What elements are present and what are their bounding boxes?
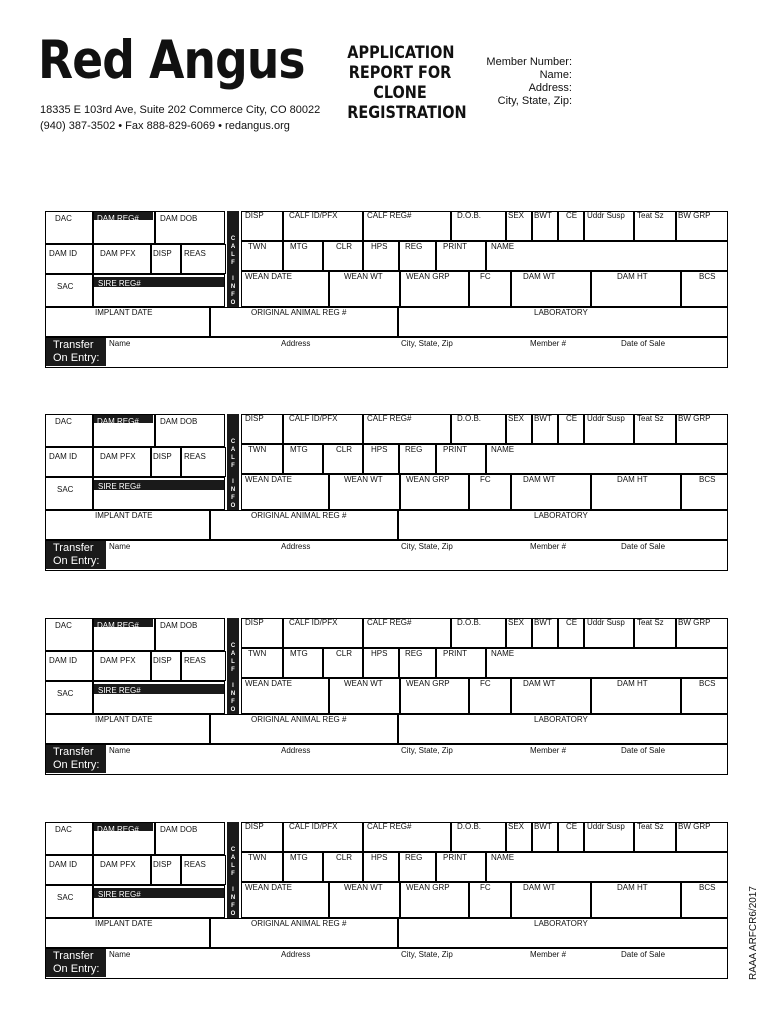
wean-date-label: WEAN DATE	[245, 475, 292, 484]
name-label: NAME	[491, 242, 515, 251]
member-address-label: Address:	[528, 82, 572, 94]
transfer-address-label: Address	[281, 950, 311, 959]
calf-disp-label: DISP	[245, 211, 264, 220]
bwgrp-label: BW GRP	[678, 414, 711, 423]
dam-id-label: DAM ID	[49, 860, 77, 869]
wean-grp-label: WEAN GRP	[406, 475, 450, 484]
dam-id-label: DAM ID	[49, 452, 77, 461]
calf-disp-label: DISP	[245, 618, 264, 627]
disp-label: DISP	[153, 656, 172, 665]
mtg-label: MTG	[290, 649, 308, 658]
dam-dob-label: DAM DOB	[160, 417, 198, 426]
mtg-label: MTG	[290, 445, 308, 454]
bwgrp-label: BW GRP	[678, 618, 711, 627]
print-label: PRINT	[443, 242, 467, 251]
dam-dob-label: DAM DOB	[160, 621, 198, 630]
ce-label: CE	[566, 822, 578, 831]
dob-label: D.O.B.	[457, 822, 482, 831]
ce-label: CE	[566, 414, 578, 423]
print-label: PRINT	[443, 649, 467, 658]
member-number-label: Member Number:	[486, 56, 572, 68]
form-code: RAAA ARFCR6/2017	[748, 886, 759, 980]
reg-label: REG	[405, 853, 423, 862]
teat-label: Teat Sz	[637, 414, 664, 423]
transfer-date-label: Date of Sale	[621, 339, 666, 348]
transfer-date-label: Date of Sale	[621, 542, 666, 551]
bcs-label: BCS	[699, 475, 716, 484]
name-label: NAME	[491, 649, 515, 658]
disp-label: DISP	[153, 860, 172, 869]
wean-grp-label: WEAN GRP	[406, 883, 450, 892]
ce-label: CE	[566, 211, 578, 220]
sac-label: SAC	[57, 689, 74, 698]
bcs-label: BCS	[699, 679, 716, 688]
on-entry-line: On Entry:	[53, 759, 100, 771]
implant-date-label: IMPLANT DATE	[95, 919, 153, 928]
transfer-on-entry-label	[46, 949, 106, 977]
dac-label: DAC	[55, 214, 72, 223]
transfer-address-label: Address	[281, 746, 311, 755]
transfer-date-label: Date of Sale	[621, 746, 666, 755]
bwt-label: BWT	[534, 822, 552, 831]
bcs-label: BCS	[699, 272, 716, 281]
transfer-city-label: City, State, Zip	[401, 950, 453, 959]
laboratory-label: LABORATORY	[534, 715, 588, 724]
reg-label: REG	[405, 445, 423, 454]
uddr-label: Uddr Susp	[587, 822, 625, 831]
name-label: NAME	[491, 445, 515, 454]
ce-label: CE	[566, 618, 578, 627]
reas-label: REAS	[184, 860, 206, 869]
reas-label: REAS	[184, 249, 206, 258]
sire-reg-label: SIRE REG#	[98, 279, 141, 288]
calf-info-label: C A L F I N F O	[230, 236, 236, 306]
calf-id-label: CALF ID/PFX	[289, 414, 338, 423]
calf-info-label: C A L F I N F O	[230, 847, 236, 917]
transfer-line: Transfer	[53, 950, 94, 962]
reas-label: REAS	[184, 656, 206, 665]
transfer-on-entry-label	[46, 541, 106, 569]
name-cell[interactable]	[486, 852, 728, 882]
dam-id-label: DAM ID	[49, 656, 77, 665]
fc-label: FC	[480, 679, 491, 688]
uddr-label: Uddr Susp	[587, 211, 625, 220]
wean-wt-label: WEAN WT	[344, 679, 383, 688]
wean-wt-label: WEAN WT	[344, 883, 383, 892]
dam-pfx-label: DAM PFX	[100, 656, 136, 665]
clr-label: CLR	[336, 853, 353, 862]
twn-label: TWN	[248, 853, 267, 862]
original-reg-label: ORIGINAL ANIMAL REG #	[251, 715, 347, 724]
on-entry-line: On Entry:	[53, 963, 100, 975]
wean-wt-label: WEAN WT	[344, 272, 383, 281]
address-line: 18335 E 103rd Ave, Suite 202 Commerce City, CO 80022	[40, 104, 321, 116]
name-label: NAME	[491, 853, 515, 862]
uddr-label: Uddr Susp	[587, 414, 625, 423]
sire-reg-label: SIRE REG#	[98, 686, 141, 695]
print-label: PRINT	[443, 445, 467, 454]
calf-reg-label: CALF REG#	[367, 414, 412, 423]
teat-label: Teat Sz	[637, 211, 664, 220]
transfer-on-entry-label	[46, 338, 106, 366]
fc-label: FC	[480, 475, 491, 484]
twn-label: TWN	[248, 242, 267, 251]
dam-ht-label: DAM HT	[617, 883, 648, 892]
bcs-label: BCS	[699, 883, 716, 892]
dob-label: D.O.B.	[457, 618, 482, 627]
page-header	[0, 0, 770, 140]
transfer-city-label: City, State, Zip	[401, 339, 453, 348]
member-info	[486, 56, 572, 108]
title-line: APPLICATION	[347, 43, 455, 63]
hps-label: HPS	[371, 445, 388, 454]
dac-label: DAC	[55, 825, 72, 834]
calf-disp-label: DISP	[245, 822, 264, 831]
reas-label: REAS	[184, 452, 206, 461]
hps-label: HPS	[371, 853, 388, 862]
laboratory-label: LABORATORY	[534, 308, 588, 317]
dam-ht-label: DAM HT	[617, 679, 648, 688]
brand-logo: Red Angus	[38, 30, 305, 91]
dob-label: D.O.B.	[457, 414, 482, 423]
wean-wt-label: WEAN WT	[344, 475, 383, 484]
org-address	[40, 102, 320, 134]
mtg-label: MTG	[290, 242, 308, 251]
sire-reg-label: SIRE REG#	[98, 890, 141, 899]
twn-label: TWN	[248, 445, 267, 454]
dam-dob-label: DAM DOB	[160, 825, 198, 834]
implant-date-label: IMPLANT DATE	[95, 511, 153, 520]
fc-label: FC	[480, 272, 491, 281]
disp-label: DISP	[153, 249, 172, 258]
calf-id-label: CALF ID/PFX	[289, 211, 338, 220]
transfer-member-label: Member #	[530, 339, 567, 348]
uddr-label: Uddr Susp	[587, 618, 625, 627]
dam-id-label: DAM ID	[49, 249, 77, 258]
sex-label: SEX	[508, 822, 525, 831]
transfer-line: Transfer	[53, 746, 94, 758]
transfer-name-label: Name	[109, 746, 131, 755]
dac-label: DAC	[55, 417, 72, 426]
sex-label: SEX	[508, 618, 525, 627]
laboratory-label: LABORATORY	[534, 511, 588, 520]
sac-label: SAC	[57, 282, 74, 291]
hps-label: HPS	[371, 649, 388, 658]
transfer-address-label: Address	[281, 339, 311, 348]
registration-block-4	[45, 822, 728, 985]
print-label: PRINT	[443, 853, 467, 862]
transfer-member-label: Member #	[530, 950, 567, 959]
title-line: REGISTRATION	[347, 103, 467, 123]
title-line: CLONE	[373, 83, 427, 103]
bwgrp-label: BW GRP	[678, 822, 711, 831]
dam-reg-label: DAM REG#	[97, 417, 139, 426]
member-city-label: City, State, Zip:	[497, 95, 572, 107]
sex-label: SEX	[508, 211, 525, 220]
transfer-member-label: Member #	[530, 746, 567, 755]
transfer-line: Transfer	[53, 542, 94, 554]
wean-date-label: WEAN DATE	[245, 679, 292, 688]
name-cell[interactable]	[486, 241, 728, 271]
dac-label: DAC	[55, 621, 72, 630]
sire-reg-label: SIRE REG#	[98, 482, 141, 491]
transfer-city-label: City, State, Zip	[401, 746, 453, 755]
laboratory-label: LABORATORY	[534, 919, 588, 928]
dam-reg-label: DAM REG#	[97, 214, 139, 223]
dam-reg-label: DAM REG#	[97, 825, 139, 834]
calf-info-label: C A L F I N F O	[230, 643, 236, 713]
transfer-line: Transfer	[53, 339, 94, 351]
clr-label: CLR	[336, 445, 353, 454]
transfer-on-entry-label	[46, 745, 106, 773]
member-name-label: Name:	[539, 69, 572, 81]
calf-reg-label: CALF REG#	[367, 618, 412, 627]
sex-label: SEX	[508, 414, 525, 423]
implant-date-label: IMPLANT DATE	[95, 715, 153, 724]
transfer-name-label: Name	[109, 950, 131, 959]
dam-reg-label: DAM REG#	[97, 621, 139, 630]
transfer-member-label: Member #	[530, 542, 567, 551]
bwt-label: BWT	[534, 211, 552, 220]
wean-date-label: WEAN DATE	[245, 883, 292, 892]
on-entry-line: On Entry:	[53, 555, 100, 567]
wean-grp-label: WEAN GRP	[406, 679, 450, 688]
transfer-name-label: Name	[109, 542, 131, 551]
dam-ht-label: DAM HT	[617, 272, 648, 281]
registration-block-3	[45, 618, 728, 781]
dam-wt-label: DAM WT	[523, 679, 556, 688]
dam-pfx-label: DAM PFX	[100, 860, 136, 869]
calf-reg-label: CALF REG#	[367, 822, 412, 831]
form-title	[347, 43, 467, 123]
transfer-date-label: Date of Sale	[621, 950, 666, 959]
on-entry-line: On Entry:	[53, 352, 100, 364]
teat-label: Teat Sz	[637, 822, 664, 831]
implant-date-label: IMPLANT DATE	[95, 308, 153, 317]
calf-id-label: CALF ID/PFX	[289, 822, 338, 831]
wean-grp-label: WEAN GRP	[406, 272, 450, 281]
calf-reg-label: CALF REG#	[367, 211, 412, 220]
dob-label: D.O.B.	[457, 211, 482, 220]
fc-label: FC	[480, 883, 491, 892]
title-line: REPORT FOR	[348, 63, 452, 83]
wean-date-label: WEAN DATE	[245, 272, 292, 281]
registration-block-1	[45, 211, 728, 374]
bwt-label: BWT	[534, 414, 552, 423]
calf-info-label: C A L F I N F O	[230, 439, 236, 509]
dam-pfx-label: DAM PFX	[100, 452, 136, 461]
calf-id-label: CALF ID/PFX	[289, 618, 338, 627]
dam-wt-label: DAM WT	[523, 475, 556, 484]
dam-dob-label: DAM DOB	[160, 214, 198, 223]
dam-pfx-label: DAM PFX	[100, 249, 136, 258]
clr-label: CLR	[336, 242, 353, 251]
registration-block-2	[45, 414, 728, 577]
sac-label: SAC	[57, 893, 74, 902]
reg-label: REG	[405, 649, 423, 658]
twn-label: TWN	[248, 649, 267, 658]
transfer-name-label: Name	[109, 339, 131, 348]
original-reg-label: ORIGINAL ANIMAL REG #	[251, 511, 347, 520]
bwt-label: BWT	[534, 618, 552, 627]
contact-line: (940) 387-3502 • Fax 888-829-6069 • redangus.org	[40, 120, 290, 132]
transfer-city-label: City, State, Zip	[401, 542, 453, 551]
clr-label: CLR	[336, 649, 353, 658]
calf-disp-label: DISP	[245, 414, 264, 423]
bwgrp-label: BW GRP	[678, 211, 711, 220]
mtg-label: MTG	[290, 853, 308, 862]
hps-label: HPS	[371, 242, 388, 251]
original-reg-label: ORIGINAL ANIMAL REG #	[251, 308, 347, 317]
original-reg-label: ORIGINAL ANIMAL REG #	[251, 919, 347, 928]
transfer-address-label: Address	[281, 542, 311, 551]
disp-label: DISP	[153, 452, 172, 461]
teat-label: Teat Sz	[637, 618, 664, 627]
name-cell[interactable]	[486, 648, 728, 678]
dam-wt-label: DAM WT	[523, 272, 556, 281]
name-cell[interactable]	[486, 444, 728, 474]
reg-label: REG	[405, 242, 423, 251]
dam-wt-label: DAM WT	[523, 883, 556, 892]
dam-ht-label: DAM HT	[617, 475, 648, 484]
sac-label: SAC	[57, 485, 74, 494]
